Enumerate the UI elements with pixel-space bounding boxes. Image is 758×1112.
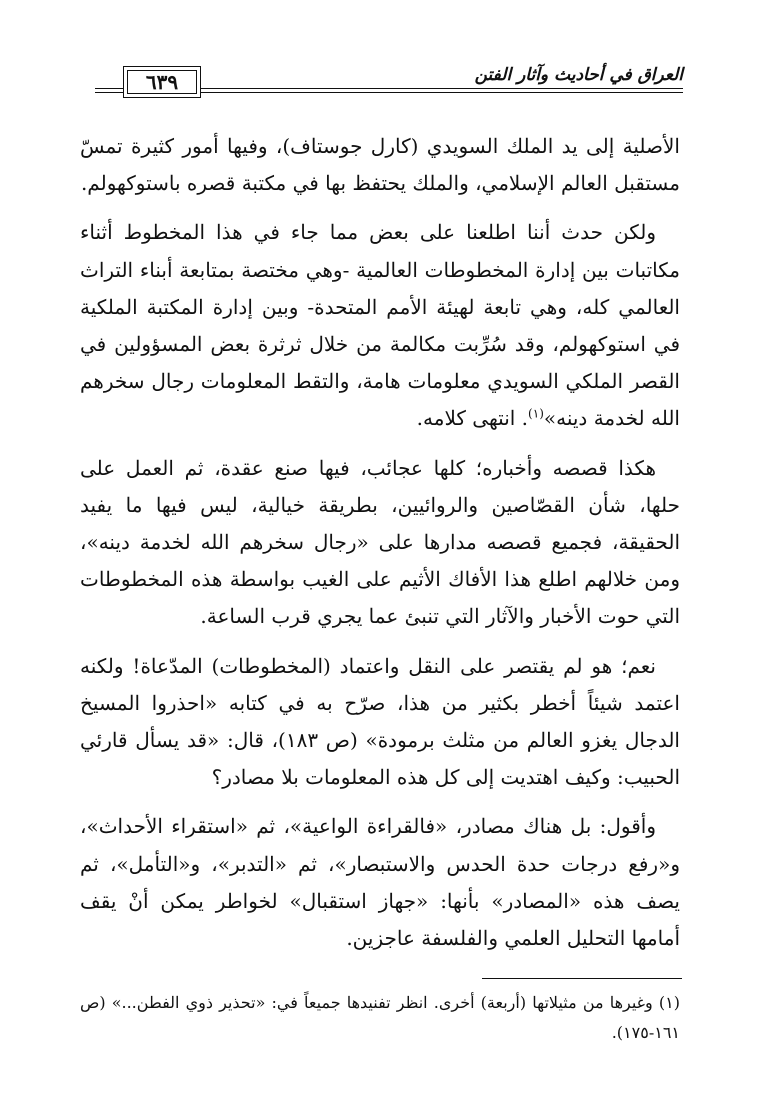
footnote-separator bbox=[482, 978, 682, 979]
page-header bbox=[95, 58, 683, 102]
paragraph-text: ولكن حدث أننا اطلعنا على بعض مما جاء في هذا المخطوط أثناء مكاتبات بين إدارة المخطوطات العالمية -وهي مختصة بمتابعة أبناء التراث العالمي كله، وهي تابعة لهيئة الأمم المتحدة- وبين إدارة المكتبة الملكية في استوكهولم، وقد سُرِّبت مكالمة من خلال ثرثرة بعض المسؤولين في القصر الملكي السويدي معلومات هامة، والتقط المعلومات رجال سخرهم الله لخدمة دينه» bbox=[80, 220, 680, 431]
paragraph: الأصلية إلى يد الملك السويدي (كارل جوستاف)، وفيها أمور كثيرة تمسّ مستقبل العالم الإسلامي، والملك يحتفظ بها في مكتبة قصره باستوكهولم. bbox=[80, 134, 680, 196]
paragraph: وأقول: بل هناك مصادر، «فالقراءة الواعية»، ثم «استقراء الأحداث»، و«رفع درجات حدة الحدس والاستبصار»، ثم «التدبر»، و«التأمل»، ثم يصف هذه «المصادر» بأنها: «جهاز استقبال» لخواطر يمكن أنْ يقف أمامها التحليل العلمي والفلسفة عاجزين. bbox=[80, 814, 680, 951]
paragraph bbox=[80, 214, 680, 437]
main-text bbox=[80, 128, 680, 969]
running-title: العراق في أحاديث وآثار الفتن bbox=[465, 62, 683, 88]
paragraph: نعم؛ هو لم يقتصر على النقل واعتماد (المخطوطات) المدّعاة! ولكنه اعتمد شيئاً أخطر بكثير من هذا، صرّح به في كتابه «احذروا المسيخ الدجال يغزو العالم من مثلث برمودة» (ص ١٨٣)، قال: «قد يسأل قارئي الحبيب: وكيف اهتديت إلى كل هذه المعلومات بلا مصادر؟ bbox=[80, 653, 680, 790]
page-number: ٦٣٩ bbox=[123, 66, 201, 98]
paragraph: هكذا قصصه وأخباره؛ كلها عجائب، فيها صنع عقدة، ثم العمل على حلها، شأن القصّاصين والروائيين، بطريقة خيالية، ليس فيها ما يفيد الحقيقة، فجميع قصصه مدارها على «رجال سخرهم الله لخدمة دينه»، ومن خلالهم اطلع هذا الأفاك الأثيم على الغيب بواسطة هذه المخطوطات التي حوت الأخبار والآثار التي تنبئ عما يجري قرب الساعة. bbox=[80, 455, 680, 629]
paragraph-tail: . انتهى كلامه. bbox=[416, 406, 529, 431]
footnote-reference[interactable]: (١) bbox=[528, 406, 544, 421]
footnote: (١) وغيرها من مثيلاتها (أربعة) أخرى. انظر تفنيدها جميعاً في: «تحذير ذوي الفطن...» (ص ١٦١-١٧٥). bbox=[80, 993, 680, 1042]
footnotes bbox=[80, 988, 680, 1048]
